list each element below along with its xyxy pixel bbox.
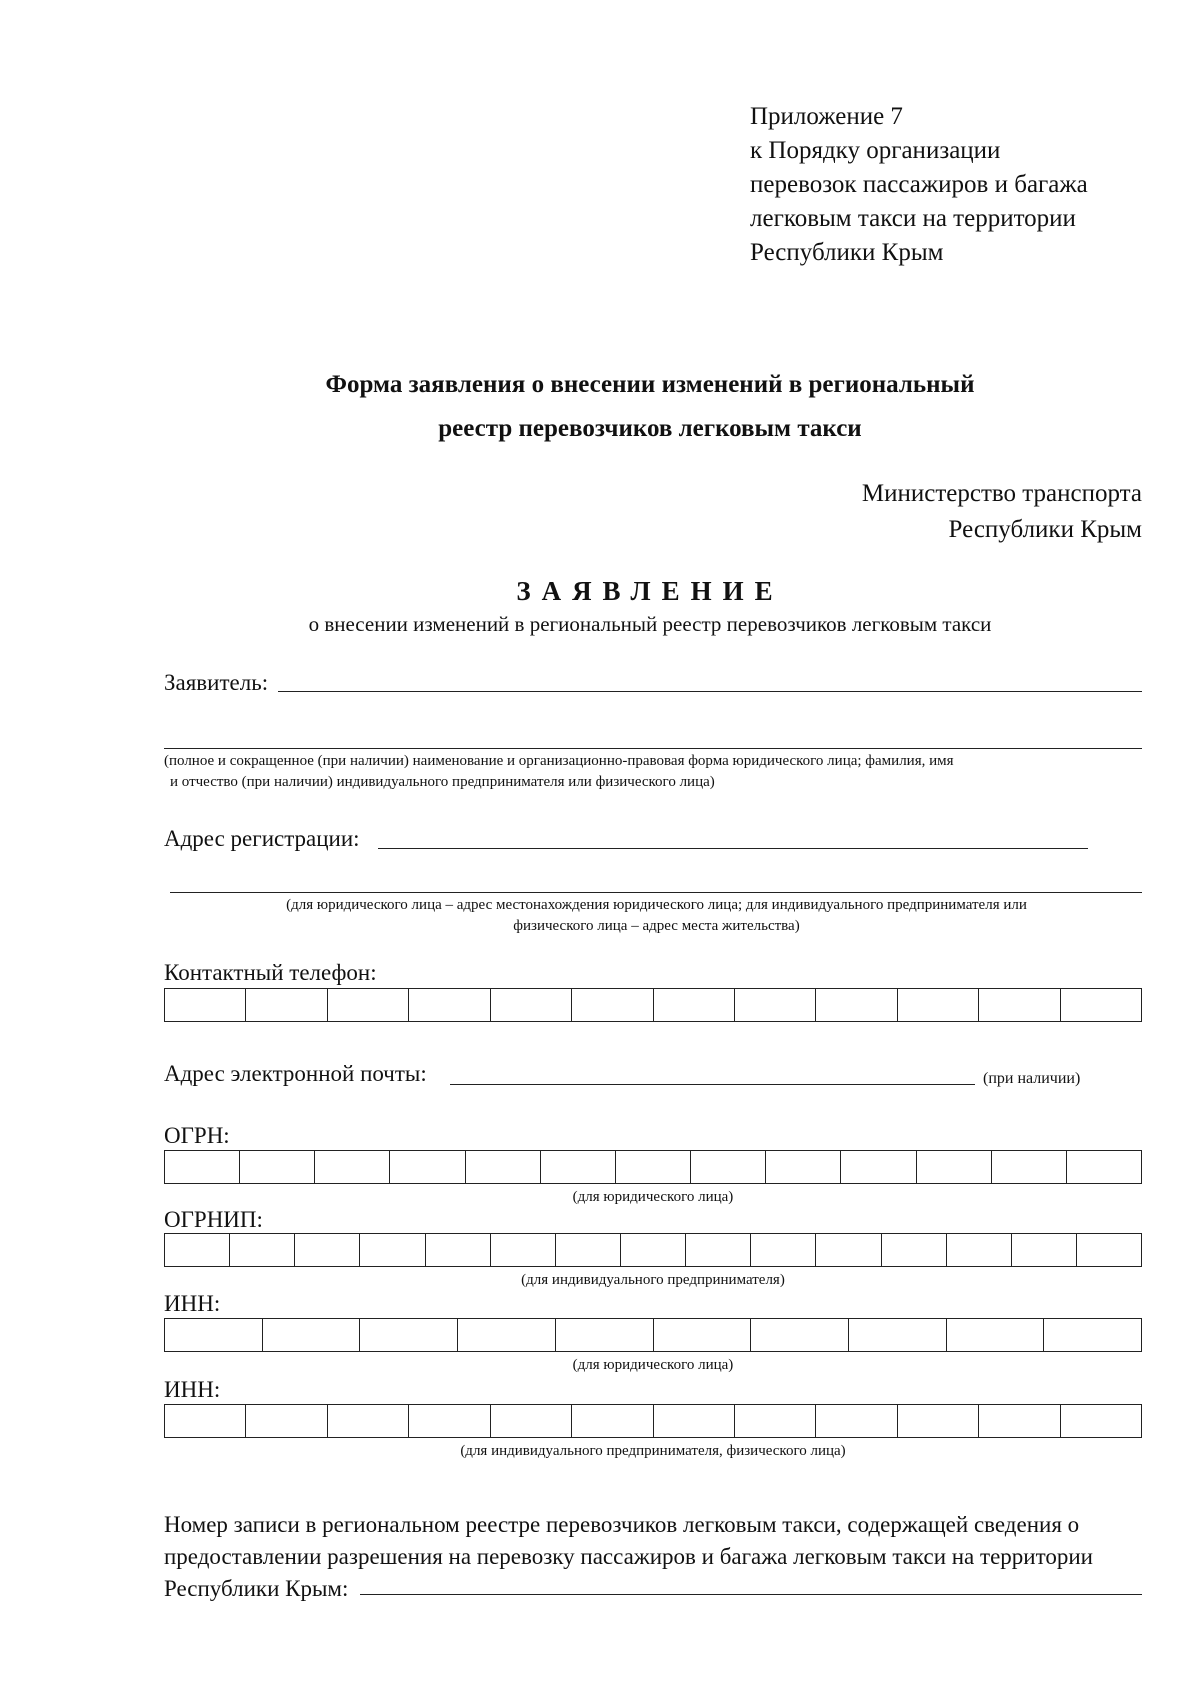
annex-line: перевозок пассажиров и багажа [750,171,1088,198]
applicant-hint-line: (полное и сокращенное (при наличии) наименование и организационно-правовая форма юридического лица; фамилия, имя [164,753,954,769]
digit-cell[interactable] [882,1234,947,1266]
ogrnip-label: ОГРНИП: [164,1207,263,1232]
digit-cell[interactable] [735,989,816,1021]
digit-cell[interactable] [621,1234,686,1266]
digit-cell[interactable] [816,1234,881,1266]
digit-cell[interactable] [751,1234,816,1266]
digit-cell[interactable] [572,989,653,1021]
digit-cell[interactable] [816,989,897,1021]
digit-cell[interactable] [751,1319,849,1351]
annex-line: к Порядку организации [750,137,1001,164]
digit-cell[interactable] [947,1319,1045,1351]
digit-cell[interactable] [230,1234,295,1266]
digit-cell[interactable] [1044,1319,1141,1351]
annex-line: легковым такси на территории [750,205,1076,232]
annex-line: Республики Крым [750,239,944,266]
digit-cell[interactable] [409,1405,490,1437]
digit-cell[interactable] [898,1405,979,1437]
email-note: (при наличии) [983,1070,1081,1087]
form-title-line: Форма заявления о внесении изменений в региональный [325,371,975,398]
digit-cell[interactable] [654,1405,735,1437]
digit-cell[interactable] [466,1151,541,1183]
ogrnip-hint: (для индивидуального предпринимателя) [521,1272,785,1288]
inn-legal-hint: (для юридического лица) [572,1357,734,1373]
digit-cell[interactable] [654,1319,752,1351]
digit-cell[interactable] [165,1234,230,1266]
digit-cell[interactable] [992,1151,1067,1183]
digit-cell[interactable] [165,1405,246,1437]
digit-cell[interactable] [295,1234,360,1266]
digit-cell[interactable] [841,1151,916,1183]
applicant-input-line[interactable] [278,691,1142,692]
address-hint-line: (для юридического лица – адрес местонахождения юридического лица; для индивидуального предпринимателя или [286,897,1027,913]
registry-record-input-line[interactable] [360,1594,1142,1595]
digit-cell[interactable] [691,1151,766,1183]
digit-cell[interactable] [1077,1234,1141,1266]
digit-cell[interactable] [686,1234,751,1266]
digit-cell[interactable] [426,1234,491,1266]
recipient-line: Республики Крым [948,516,1142,543]
annex-line: Приложение 7 [750,103,903,130]
ogrnip-cells[interactable] [164,1233,1142,1267]
document-title: ЗАЯВЛЕНИЕ [516,576,784,606]
digit-cell[interactable] [246,1405,327,1437]
digit-cell[interactable] [556,1234,621,1266]
phone-cells[interactable] [164,988,1142,1022]
digit-cell[interactable] [390,1151,465,1183]
email-label: Адрес электронной почты: [164,1061,427,1086]
digit-cell[interactable] [979,1405,1060,1437]
inn-legal-label: ИНН: [164,1291,221,1316]
address-input-line-2[interactable] [170,892,1142,893]
registry-record-line: предоставлении разрешения на перевозку пассажиров и багажа легковым такси на территории [164,1544,1093,1569]
inn-individual-label: ИНН: [164,1377,221,1402]
digit-cell[interactable] [654,989,735,1021]
email-input-line[interactable] [450,1084,975,1085]
digit-cell[interactable] [360,1319,458,1351]
inn-individual-hint: (для индивидуального предпринимателя, физического лица) [460,1443,846,1459]
digit-cell[interactable] [263,1319,361,1351]
ogrn-hint: (для юридического лица) [572,1189,734,1205]
digit-cell[interactable] [1012,1234,1077,1266]
digit-cell[interactable] [458,1319,556,1351]
recipient-block [700,476,1142,548]
digit-cell[interactable] [1061,1405,1141,1437]
registry-record-line: Республики Крым: [164,1576,349,1601]
address-label: Адрес регистрации: [164,826,360,851]
applicant-hint-line: и отчество (при наличии) индивидуального предпринимателя или физического лица) [170,774,715,790]
digit-cell[interactable] [616,1151,691,1183]
applicant-hint [164,751,1149,793]
address-hint-line: физического лица – адрес места жительства) [513,918,800,934]
document-subtitle: о внесении изменений в региональный реестр перевозчиков легковым такси [308,612,992,636]
digit-cell[interactable] [541,1151,616,1183]
digit-cell[interactable] [979,989,1060,1021]
digit-cell[interactable] [409,989,490,1021]
phone-label: Контактный телефон: [164,960,377,985]
digit-cell[interactable] [491,1405,572,1437]
digit-cell[interactable] [572,1405,653,1437]
digit-cell[interactable] [315,1151,390,1183]
address-hint [164,895,1149,937]
address-input-line[interactable] [378,848,1088,849]
registry-record-line: Номер записи в региональном реестре перевозчиков легковым такси, содержащей сведения о [164,1512,1080,1537]
form-title-line: реестр перевозчиков легковым такси [438,415,862,442]
inn-individual-cells[interactable] [164,1404,1142,1438]
digit-cell[interactable] [360,1234,425,1266]
digit-cell[interactable] [735,1405,816,1437]
digit-cell[interactable] [1067,1151,1141,1183]
applicant-label: Заявитель: [164,670,269,695]
digit-cell[interactable] [766,1151,841,1183]
digit-cell[interactable] [816,1405,897,1437]
digit-cell[interactable] [165,989,246,1021]
digit-cell[interactable] [1061,989,1141,1021]
form-title [120,363,1180,451]
digit-cell[interactable] [898,989,979,1021]
digit-cell[interactable] [165,1319,263,1351]
digit-cell[interactable] [947,1234,1012,1266]
ogrn-cells[interactable] [164,1150,1142,1184]
digit-cell[interactable] [165,1151,240,1183]
inn-legal-cells[interactable] [164,1318,1142,1352]
digit-cell[interactable] [849,1319,947,1351]
digit-cell[interactable] [491,989,572,1021]
digit-cell[interactable] [328,1405,409,1437]
annex-block [750,100,1170,270]
digit-cell[interactable] [240,1151,315,1183]
recipient-line: Министерство транспорта [861,480,1142,507]
digit-cell[interactable] [491,1234,556,1266]
digit-cell[interactable] [328,989,409,1021]
digit-cell[interactable] [246,989,327,1021]
ogrn-label: ОГРН: [164,1123,230,1148]
registry-record-block [164,1509,1144,1605]
digit-cell[interactable] [556,1319,654,1351]
digit-cell[interactable] [917,1151,992,1183]
applicant-input-line-2[interactable] [164,748,1142,749]
